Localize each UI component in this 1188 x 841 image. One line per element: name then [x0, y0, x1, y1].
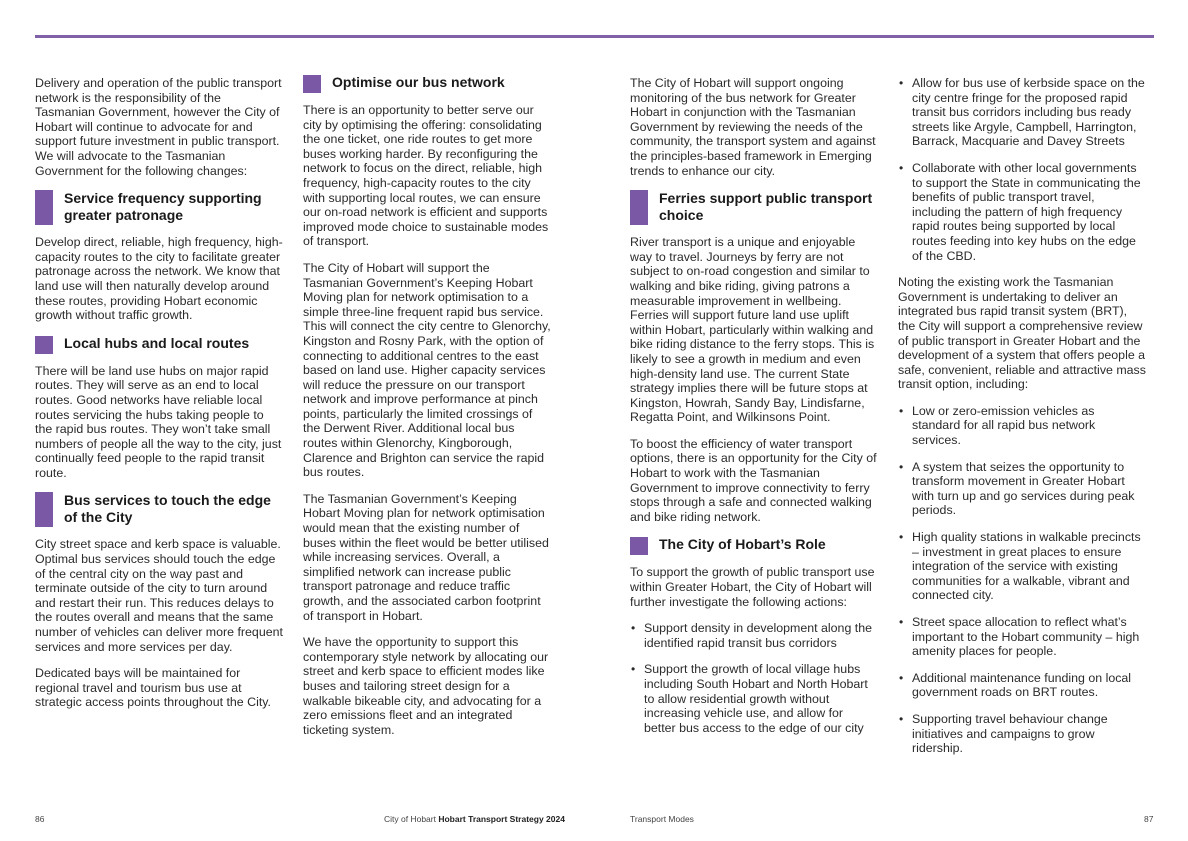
strategy-title: Hobart Transport Strategy 2024 [438, 814, 565, 824]
list-item: • Allow for bus use of kerbside space on the city centre fringe for the proposed rapid transit bus corridors including bus ready streets like Argyle, Campbell, Harrington, Barrack, Macquarie and Davey Streets [898, 76, 1146, 149]
bullet-list [630, 621, 878, 735]
section-heading [630, 190, 878, 225]
heading-city-role: The City of Hobart’s Role [659, 536, 826, 553]
heading-bus-services-edge: Bus services to touch the edge of the City [64, 492, 271, 526]
page-number-right: 87 [1144, 814, 1154, 824]
document-title [384, 814, 565, 824]
paragraph: The City of Hobart will support the Tasmanian Government’s Keeping Hobart Moving plan for network optimisation to a simple three-line frequent rapid bus service. This will connect the city centre to Glenorchy, Kingston and Rosny Park, with the option of connecting to additional centres to the east based on land use. Higher capacity services will reduce the pressure on our transport network and improve performance at pinch points, particularly the limited crossings of the Derwent River. Additional local bus routes within Glenorchy, Kingborough, Clarence and Brighton can service the rapid bus routes. [303, 260, 551, 480]
section-heading [35, 335, 283, 354]
section-heading [35, 190, 283, 225]
heading-marker [35, 492, 53, 527]
list-item: • Support the growth of local village hubs including South Hobart and North Hobart to allow residential growth without increasing vehicle use, and allow for better bus access to the edge of our city [630, 662, 878, 735]
paragraph: The Tasmanian Government’s Keeping Hobart Moving plan for network optimisation would mean that the existing number of buses within the fleet would be better utilised while increasing services. Overall, a simplified network can increase public transport patronage and reduce traffic growth, and the associated carbon footprint of transport in Hobart. [303, 491, 549, 623]
list-item: • Low or zero-emission vehicles as standard for all rapid bus network services. [898, 404, 1146, 448]
section-heading [303, 74, 551, 93]
list-item: • A system that seizes the opportunity to transform movement in Greater Hobart with turn up and go services during peak periods. [898, 460, 1146, 518]
organisation-name: City of Hobart [384, 814, 436, 824]
section-heading [35, 492, 283, 527]
heading-ferries: Ferries support public transport choice [659, 190, 873, 224]
bullet-list [898, 76, 1146, 263]
paragraph: To boost the efficiency of water transport options, there is an opportunity for the City of Hobart to work with the Tasmanian Government to improve connectivity to ferry stops through a safe and connected walking and bike riding network. [630, 436, 877, 524]
paragraph: Dedicated bays will be maintained for regional travel and tourism bus use at strategic access points throughout the City. [35, 666, 272, 710]
heading-local-hubs: Local hubs and local routes [64, 334, 250, 351]
paragraph: To support the growth of public transport use within Greater Hobart, the City of Hobart will further investigate the following actions: [630, 565, 875, 609]
paragraph: There is an opportunity to better serve our city by optimising the offering: consolidating the one ticket, one ride routes to get more buses working harder. By reconfiguring the network to focus on the direct, reliable, high frequency, high-capacity routes to the city with supporting local routes, we can ensure our on-road network is efficient and supports improved mode choice to sustainable modes of transport. [303, 103, 549, 249]
heading-marker [35, 190, 53, 225]
intro-paragraph: Delivery and operation of the public transport network is the responsibility of the Tasmanian Government, however the City of Hobart will continue to advocate for and support future investment in public transport. We will advocate to the Tasmanian Government for the following changes: [35, 76, 282, 178]
list-item: • Additional maintenance funding on local government roads on BRT routes. [898, 671, 1146, 700]
heading-marker [35, 336, 53, 354]
heading-marker [630, 537, 648, 555]
section-heading [630, 536, 878, 555]
paragraph: Develop direct, reliable, high frequency, high-capacity routes to the city to facilitate greater patronage across the network. We know that land use will then naturally develop around these routes, providing Hobart economic growth without traffic growth. [35, 235, 283, 323]
paragraph: Noting the existing work the Tasmanian Government is undertaking to deliver an integrated bus rapid transit system (BRT), the City will support a comprehensive review of public transport in Greater Hobart and the development of a system that offers people a safe, convenient, reliable and attractive mass transit option, including: [898, 275, 1146, 392]
list-item: • Support density in development along the identified rapid transit bus corridors [630, 621, 878, 650]
paragraph: We have the opportunity to support this contemporary style network by allocating our street and kerb space to efficient modes like buses and tailoring street design for a walkable bikeable city, and advocating for a zero emissions fleet and an integrated ticketing system. [303, 635, 549, 737]
top-rule [35, 35, 1154, 38]
paragraph: The City of Hobart will support ongoing monitoring of the bus network for Greater Hobart in conjunction with the Tasmanian Government by reviewing the needs of the community, the transport system and against the principles-based framework in Emerging trends to enhance our city. [630, 76, 876, 178]
list-item: • High quality stations in walkable precincts – investment in great places to ensure integration of the service with existing communities for a walkable, vibrant and connected city. [898, 530, 1146, 603]
heading-optimise-bus-network: Optimise our bus network [332, 74, 505, 90]
paragraph: There will be land use hubs on major rapid routes. They will serve as an end to local routes. Good networks have reliable local routes servicing the hubs taking people to the rapid bus routes. They won’t take small numbers of people all the way to the city, just continually feed people to the rapid transit route. [35, 363, 282, 480]
paragraph: City street space and kerb space is valuable. Optimal bus services should touch the edge of the central city on the way past and terminate outside of the city to turn around and restart their run. This reduces delays to the routes overall and means that the same number of vehicles can deliver more frequent services and more services per day. [35, 537, 283, 654]
bullet-list [898, 404, 1146, 756]
column-2 [303, 74, 551, 749]
heading-marker [303, 75, 321, 93]
list-item: • Collaborate with other local governments to support the State in communicating the benefits of public transport travel, including the pattern of high frequency rapid routes being supported by local routes feeding into key hubs on the edge of the CBD. [898, 161, 1146, 263]
paragraph: River transport is a unique and enjoyable way to travel. Journeys by ferry are not subject to on-road congestion and similar to walking and bike riding, giving patrons a measurable improvement in wellbeing. Ferries will support future land use uplift within Hobart, particularly within walking and bike riding distance to the ferry stops. This is likely to see a growth in medium and even high-density land use. The current State strategy implies there will be future stops at Kingston, Howrah, Sandy Bay, Lindisfarne, Regatta Point, and Wilkinsons Point. [630, 235, 875, 425]
page-number-left: 86 [35, 814, 45, 824]
heading-service-frequency: Service frequency supporting greater patronage [64, 190, 262, 224]
section-name: Transport Modes [630, 814, 694, 824]
column-1 [35, 76, 283, 722]
column-3 [630, 76, 878, 747]
column-4 [898, 76, 1146, 768]
heading-marker [630, 190, 648, 225]
list-item: • Street space allocation to reflect what’s important to the Hobart community – high amenity places for people. [898, 615, 1146, 659]
list-item: • Supporting travel behaviour change initiatives and campaigns to grow ridership. [898, 712, 1146, 756]
